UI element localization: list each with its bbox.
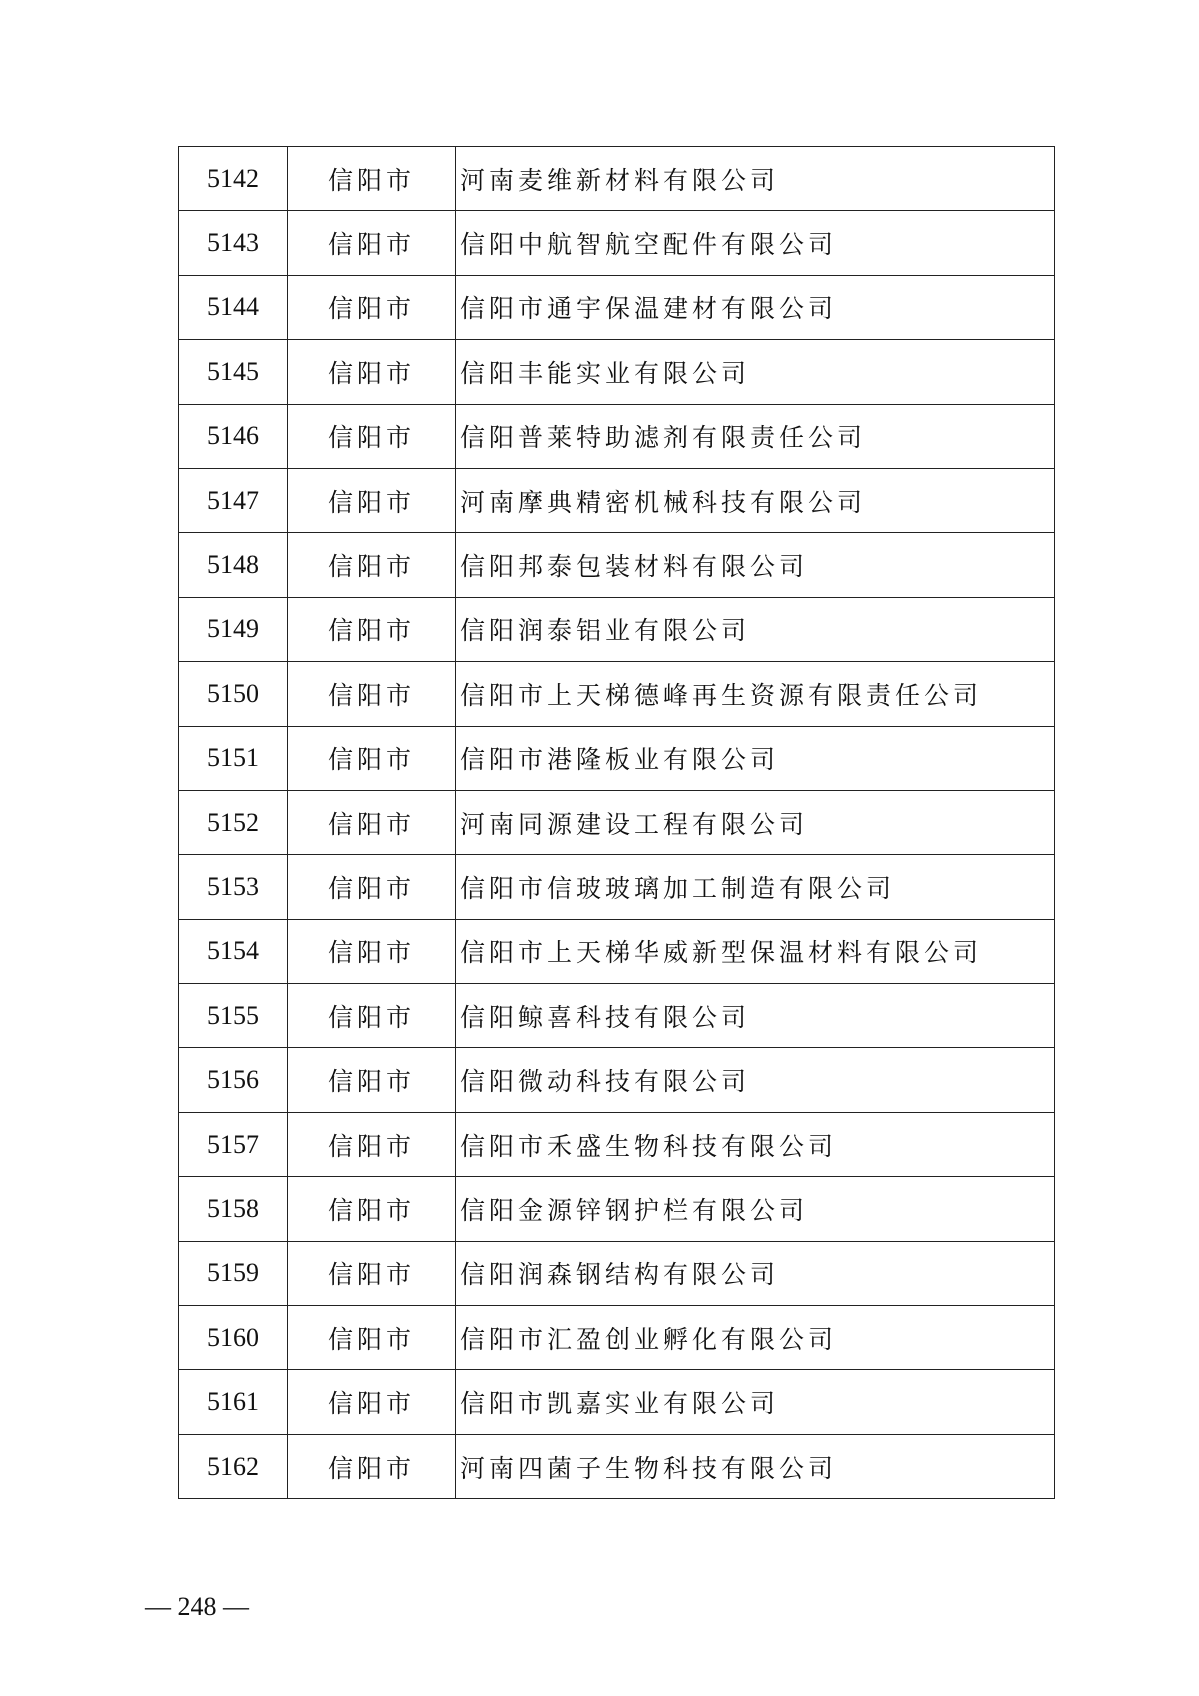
row-number: 5148	[179, 533, 288, 597]
row-number: 5149	[179, 597, 288, 661]
row-city: 信阳市	[288, 662, 456, 726]
row-number: 5154	[179, 919, 288, 983]
row-city: 信阳市	[288, 147, 456, 211]
row-company: 信阳普莱特助滤剂有限责任公司	[456, 404, 1055, 468]
row-number: 5159	[179, 1241, 288, 1305]
table-row	[179, 1112, 1055, 1176]
table-row	[179, 662, 1055, 726]
row-company: 信阳市信玻玻璃加工制造有限公司	[456, 855, 1055, 919]
row-city: 信阳市	[288, 404, 456, 468]
row-company: 信阳金源锌钢护栏有限公司	[456, 1177, 1055, 1241]
row-city: 信阳市	[288, 1306, 456, 1370]
row-city: 信阳市	[288, 533, 456, 597]
row-city: 信阳市	[288, 1177, 456, 1241]
row-number: 5144	[179, 275, 288, 339]
company-list-body	[179, 147, 1055, 1499]
table-row	[179, 404, 1055, 468]
row-number: 5155	[179, 984, 288, 1048]
row-company: 信阳市凯嘉实业有限公司	[456, 1370, 1055, 1434]
row-number: 5146	[179, 404, 288, 468]
table-row	[179, 1177, 1055, 1241]
row-company: 信阳中航智航空配件有限公司	[456, 211, 1055, 275]
row-number: 5157	[179, 1112, 288, 1176]
row-city: 信阳市	[288, 1370, 456, 1434]
table-row	[179, 275, 1055, 339]
row-city: 信阳市	[288, 1241, 456, 1305]
row-city: 信阳市	[288, 984, 456, 1048]
row-company: 信阳市上天梯华威新型保温材料有限公司	[456, 919, 1055, 983]
row-city: 信阳市	[288, 597, 456, 661]
row-number: 5162	[179, 1434, 288, 1498]
row-company: 信阳润泰铝业有限公司	[456, 597, 1055, 661]
row-company: 信阳润森钢结构有限公司	[456, 1241, 1055, 1305]
table-row	[179, 790, 1055, 854]
table-row	[179, 597, 1055, 661]
row-city: 信阳市	[288, 1048, 456, 1112]
row-number: 5160	[179, 1306, 288, 1370]
row-number: 5151	[179, 726, 288, 790]
row-city: 信阳市	[288, 275, 456, 339]
table-row	[179, 1306, 1055, 1370]
row-number: 5150	[179, 662, 288, 726]
row-company: 信阳微动科技有限公司	[456, 1048, 1055, 1112]
row-company: 河南摩典精密机械科技有限公司	[456, 468, 1055, 532]
row-company: 信阳市禾盛生物科技有限公司	[456, 1112, 1055, 1176]
row-number: 5145	[179, 340, 288, 404]
row-company: 河南麦维新材料有限公司	[456, 147, 1055, 211]
row-city: 信阳市	[288, 340, 456, 404]
row-company: 信阳市汇盈创业孵化有限公司	[456, 1306, 1055, 1370]
table-row	[179, 855, 1055, 919]
table-row	[179, 1370, 1055, 1434]
row-number: 5147	[179, 468, 288, 532]
row-number: 5158	[179, 1177, 288, 1241]
row-company: 信阳邦泰包装材料有限公司	[456, 533, 1055, 597]
table-row	[179, 1241, 1055, 1305]
table-row	[179, 211, 1055, 275]
table-row	[179, 533, 1055, 597]
page-number: — 248 —	[145, 1592, 249, 1621]
row-city: 信阳市	[288, 468, 456, 532]
row-number: 5143	[179, 211, 288, 275]
row-city: 信阳市	[288, 726, 456, 790]
row-city: 信阳市	[288, 919, 456, 983]
row-company: 信阳市港隆板业有限公司	[456, 726, 1055, 790]
table-row	[179, 726, 1055, 790]
table-row	[179, 340, 1055, 404]
row-city: 信阳市	[288, 790, 456, 854]
row-number: 5152	[179, 790, 288, 854]
row-city: 信阳市	[288, 1434, 456, 1498]
row-city: 信阳市	[288, 211, 456, 275]
row-company: 河南四菌子生物科技有限公司	[456, 1434, 1055, 1498]
table-row	[179, 1048, 1055, 1112]
row-city: 信阳市	[288, 1112, 456, 1176]
table-row	[179, 147, 1055, 211]
row-number: 5161	[179, 1370, 288, 1434]
row-city: 信阳市	[288, 855, 456, 919]
company-list-table	[178, 146, 1055, 1499]
table-row	[179, 468, 1055, 532]
row-number: 5153	[179, 855, 288, 919]
row-company: 信阳市上天梯德峰再生资源有限责任公司	[456, 662, 1055, 726]
row-company: 信阳鲸喜科技有限公司	[456, 984, 1055, 1048]
table-row	[179, 1434, 1055, 1498]
table-row	[179, 984, 1055, 1048]
row-company: 信阳市通宇保温建材有限公司	[456, 275, 1055, 339]
row-company: 河南同源建设工程有限公司	[456, 790, 1055, 854]
table-row	[179, 919, 1055, 983]
row-number: 5156	[179, 1048, 288, 1112]
row-number: 5142	[179, 147, 288, 211]
row-company: 信阳丰能实业有限公司	[456, 340, 1055, 404]
